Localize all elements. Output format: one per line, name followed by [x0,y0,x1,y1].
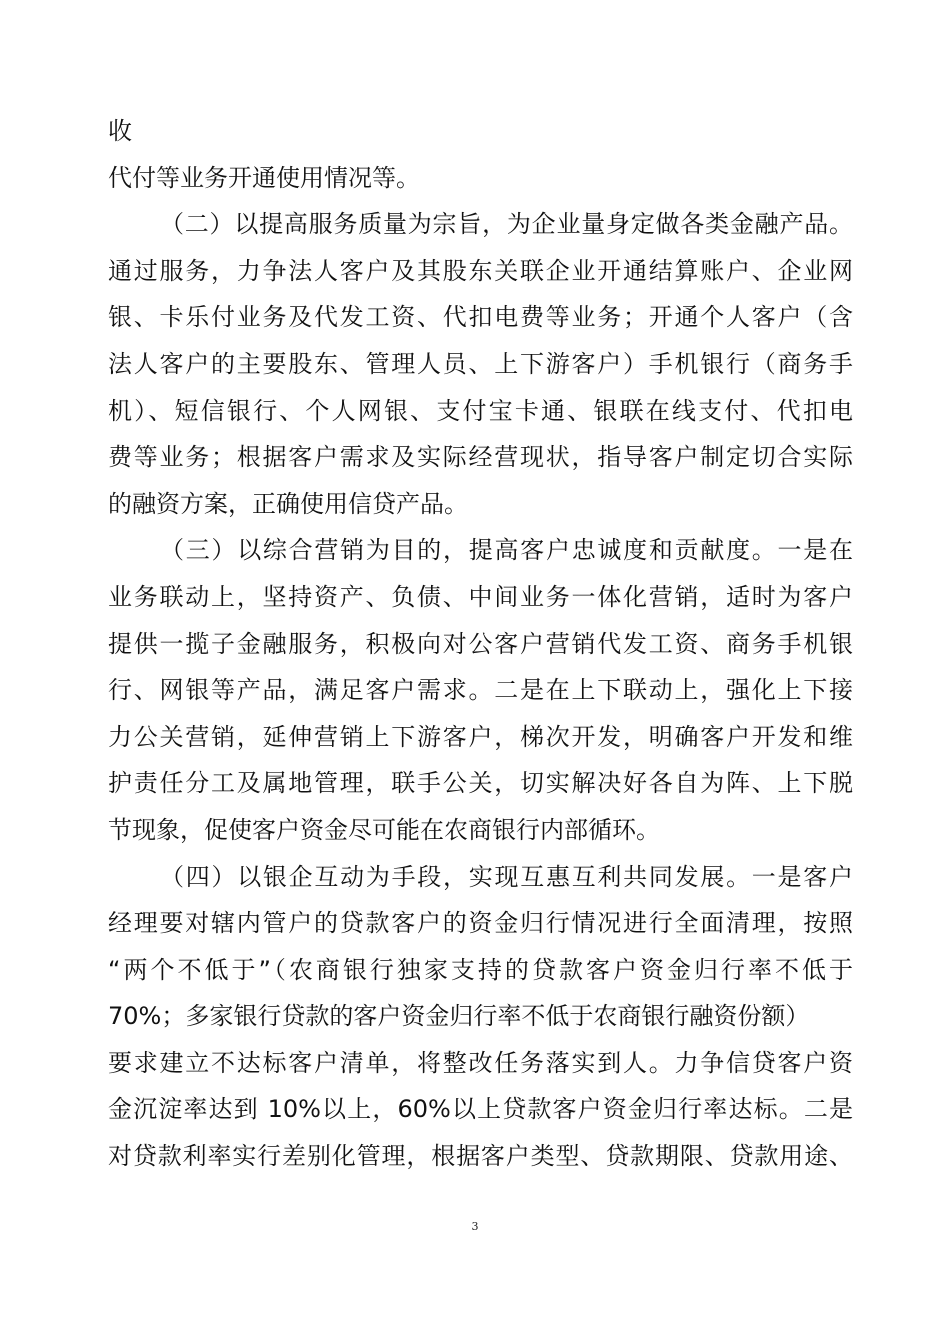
text-line: 经理要对辖内管户的贷款客户的资金归行情况进行全面清理，按照 [108,909,853,938]
text-line: 要求建立不达标客户清单，将整改任务落实到人。力争信贷客户资 [108,1048,853,1077]
text-line: 的融资方案，正确使用信贷产品。 [108,489,468,518]
paragraph-heading-3: （三）以综合营销为目的，提高客户忠诚度和贡献度。一是在 [160,536,853,565]
text-line: 银、卡乐付业务及代发工资、代扣电费等业务；开通个人客户（含 [108,303,853,332]
text-line: 70%；多家银行贷款的客户资金归行率不低于农商银行融资份额） [108,1002,810,1031]
text-line: 机）、短信银行、个人网银、支付宝卡通、银联在线支付、代扣电 [108,396,853,425]
text-line: 业务联动上，坚持资产、负债、中间业务一体化营销，适时为客户 [108,582,853,611]
text-line: 力公关营销，延伸营销上下游客户，梯次开发，明确客户开发和维 [108,722,853,751]
text-line: 代付等业务开通使用情况等。 [108,163,420,192]
text-line: 法人客户的主要股东、管理人员、上下游客户）手机银行（商务手 [108,349,853,378]
text-line: 护责任分工及属地管理，联手公关，切实解决好各自为阵、上下脱 [108,769,853,798]
text-line: 对贷款利率实行差别化管理，根据客户类型、贷款期限、贷款用途、 [108,1142,853,1171]
document-body [108,108,853,1180]
paragraph-heading-4: （四）以银企互动为手段，实现互惠互利共同发展。一是客户 [160,862,853,891]
text-line: 通过服务，力争法人客户及其股东关联企业开通结算账户、企业网 [108,256,853,285]
page-number: 3 [471,1220,479,1233]
text-line: 节现象，促使客户资金尽可能在农商银行内部循环。 [108,815,660,844]
text-line: “两个不低于”（农商银行独家支持的贷款客户资金归行率不低于 [108,955,853,984]
paragraph-heading-2: （二）以提高服务质量为宗旨，为企业量身定做各类金融产品。 [160,210,853,239]
text-line: 行、网银等产品，满足客户需求。二是在上下联动上，强化上下接 [108,676,853,705]
text-line: 费等业务；根据客户需求及实际经营现状，指导客户制定切合实际 [108,443,853,472]
text-line: 金沉淀率达到 10%以上，60%以上贷款客户资金归行率达标。二是 [108,1095,853,1124]
text-line: 收 [108,117,132,145]
text-line: 提供一揽子金融服务，积极向对公客户营销代发工资、商务手机银 [108,629,853,658]
